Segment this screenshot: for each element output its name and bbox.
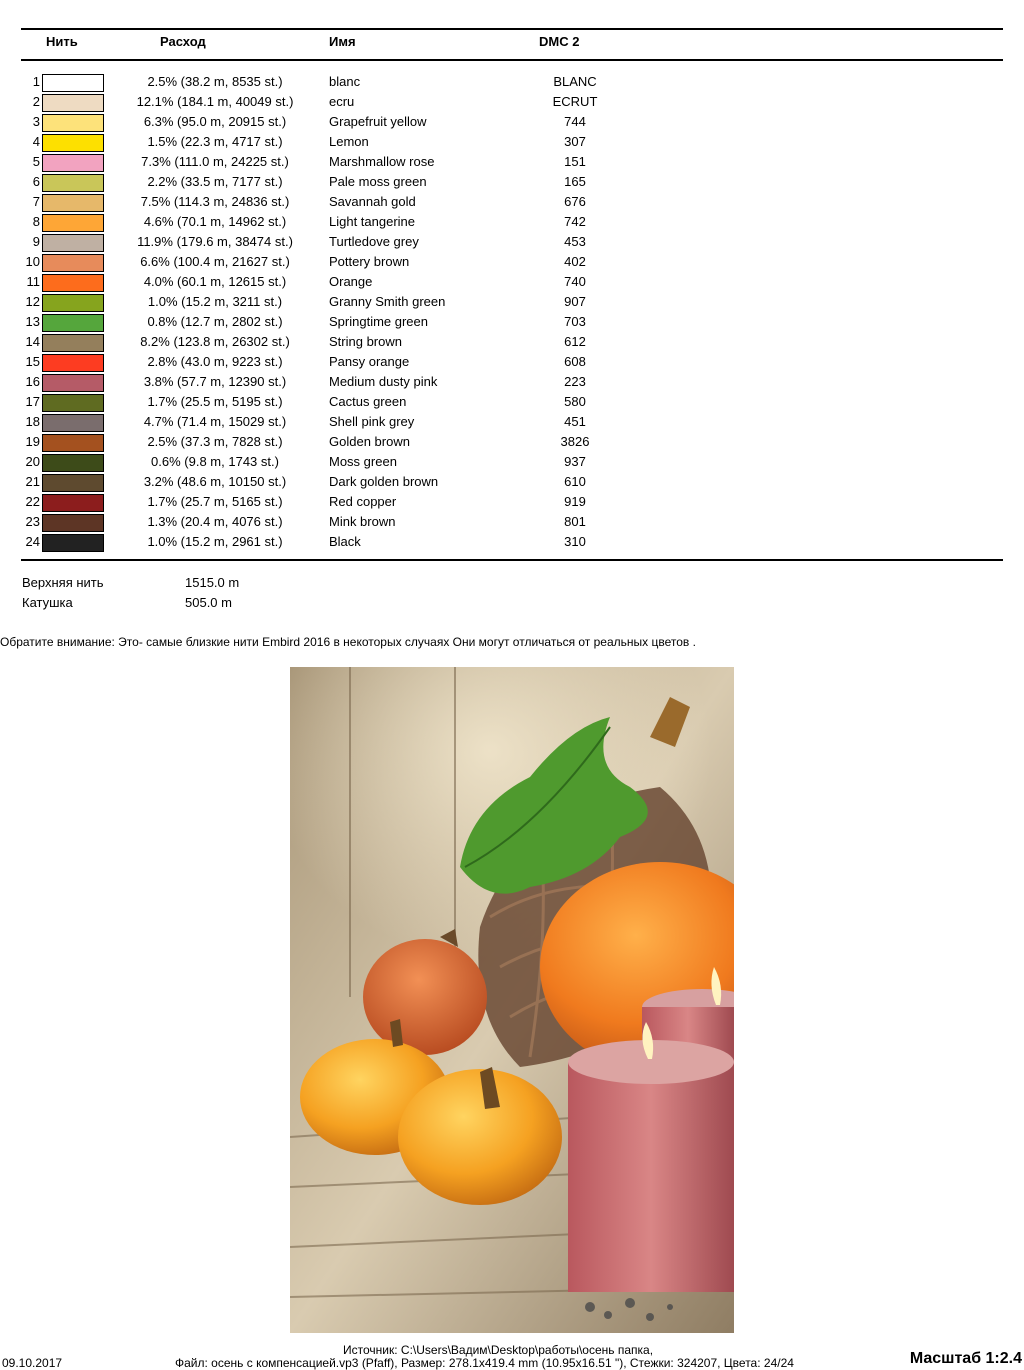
color-swatch [42, 414, 104, 432]
column-header-usage: Расход [160, 34, 206, 49]
dmc-code: 612 [564, 334, 586, 349]
table-row [0, 152, 1024, 172]
table-row [0, 432, 1024, 452]
column-header-thread: Нить [46, 34, 78, 49]
color-swatch [42, 214, 104, 232]
color-swatch [42, 274, 104, 292]
color-swatch [42, 474, 104, 492]
thread-name: Turtledove grey [329, 234, 419, 249]
table-row [0, 452, 1024, 472]
color-swatch [42, 494, 104, 512]
embroidery-preview-image [290, 667, 734, 1333]
thread-name: ecru [329, 94, 355, 109]
dmc-code: 742 [564, 214, 586, 229]
dmc-code: 703 [564, 314, 586, 329]
table-row [0, 212, 1024, 232]
thread-number: 12 [25, 294, 40, 309]
color-swatch [42, 514, 104, 532]
thread-usage: 4.0% (60.1 m, 12615 st.) [143, 274, 287, 289]
table-row [0, 412, 1024, 432]
footer-source: Источник: C:\Users\Вадим\Desktop\работы\осень папка, [343, 1343, 654, 1357]
color-swatch [42, 334, 104, 352]
color-swatch [42, 394, 104, 412]
color-swatch [42, 154, 104, 172]
thread-name: Pansy orange [329, 354, 410, 369]
thread-name: Medium dusty pink [329, 374, 438, 389]
thread-usage: 4.6% (70.1 m, 14962 st.) [143, 214, 287, 229]
color-disclaimer-note: Обратите внимание: Это- самые близкие нити Embird 2016 в некоторых случаях Они могут отличаться от реальных цветов . [0, 635, 696, 649]
top-thread-value: 1515.0 m [185, 575, 240, 590]
thread-number: 7 [32, 194, 40, 209]
thread-name: Grapefruit yellow [329, 114, 427, 129]
thread-name: blanc [329, 74, 361, 89]
color-swatch [42, 134, 104, 152]
thread-number: 2 [32, 94, 40, 109]
thread-usage: 7.5% (114.3 m, 24836 st.) [140, 194, 290, 209]
thread-number: 6 [32, 174, 40, 189]
dmc-code: 740 [564, 274, 586, 289]
dmc-code: 402 [564, 254, 586, 269]
table-row [0, 72, 1024, 92]
preview-red-pumpkin [363, 939, 487, 1055]
dmc-code: 3826 [560, 434, 590, 449]
preview-candle-front [568, 1062, 734, 1292]
dmc-code: 310 [564, 534, 586, 549]
dmc-code: BLANC [553, 74, 597, 89]
table-row [0, 272, 1024, 292]
bobbin-value: 505.0 m [185, 595, 232, 610]
table-row [0, 192, 1024, 212]
thread-usage: 7.3% (111.0 m, 24225 st.) [141, 154, 289, 169]
thread-usage: 11.9% (179.6 m, 38474 st.) [137, 234, 293, 249]
dmc-code: 937 [564, 454, 586, 469]
table-row [0, 492, 1024, 512]
table-row [0, 232, 1024, 252]
table-row [0, 112, 1024, 132]
thread-usage: 6.6% (100.4 m, 21627 st.) [140, 254, 290, 269]
column-header-name: Имя [329, 34, 356, 49]
color-swatch [42, 354, 104, 372]
thread-name: Springtime green [329, 314, 428, 329]
thread-usage: 12.1% (184.1 m, 40049 st.) [136, 94, 294, 109]
thread-usage: 3.2% (48.6 m, 10150 st.) [143, 474, 287, 489]
thread-number: 11 [26, 274, 40, 289]
thread-number: 20 [25, 454, 40, 469]
dmc-code: 453 [564, 234, 586, 249]
thread-name: Dark golden brown [329, 474, 439, 489]
table-row [0, 392, 1024, 412]
table-row [0, 332, 1024, 352]
thread-name: Mink brown [329, 514, 396, 529]
dmc-code: 608 [564, 354, 586, 369]
thread-number: 19 [25, 434, 40, 449]
top-thread-label: Верхняя нить [22, 575, 104, 590]
color-swatch [42, 174, 104, 192]
table-row [0, 472, 1024, 492]
color-swatch [42, 234, 104, 252]
thread-name: Orange [329, 274, 373, 289]
thread-usage: 2.5% (38.2 m, 8535 st.) [147, 74, 283, 89]
thread-name: Black [329, 534, 361, 549]
color-swatch [42, 434, 104, 452]
thread-name: Savannah gold [329, 194, 416, 209]
dmc-code: 744 [564, 114, 586, 129]
thread-usage: 1.0% (15.2 m, 2961 st.) [147, 534, 283, 549]
bobbin-label: Катушка [22, 595, 73, 610]
dmc-code: 801 [564, 514, 586, 529]
thread-number: 5 [32, 154, 40, 169]
color-swatch [42, 114, 104, 132]
color-swatch [42, 194, 104, 212]
dmc-code: 919 [564, 494, 586, 509]
thread-name: Pottery brown [329, 254, 410, 269]
footer-scale: Масштаб 1:2.4 [909, 1350, 1022, 1367]
dmc-code: 451 [564, 414, 586, 429]
thread-number: 22 [25, 494, 40, 509]
thread-name: Golden brown [329, 434, 410, 449]
thread-usage: 3.8% (57.7 m, 12390 st.) [143, 374, 287, 389]
thread-number: 15 [25, 354, 40, 369]
thread-usage: 2.8% (43.0 m, 9223 st.) [147, 354, 283, 369]
thread-usage: 2.5% (37.3 m, 7828 st.) [147, 434, 283, 449]
thread-name: String brown [329, 334, 402, 349]
thread-number: 3 [32, 114, 40, 129]
header-bottom-rule [21, 59, 1003, 61]
dmc-code: 165 [564, 174, 586, 189]
thread-number: 18 [25, 414, 40, 429]
thread-usage: 1.0% (15.2 m, 3211 st.) [147, 294, 283, 309]
thread-name: Moss green [329, 454, 397, 469]
table-row [0, 372, 1024, 392]
color-swatch [42, 294, 104, 312]
color-swatch [42, 94, 104, 112]
color-swatch [42, 534, 104, 552]
color-swatch [42, 254, 104, 272]
table-row [0, 292, 1024, 312]
table-row [0, 172, 1024, 192]
thread-number: 13 [25, 314, 40, 329]
header-top-rule [21, 28, 1003, 30]
thread-usage: 2.2% (33.5 m, 7177 st.) [147, 174, 283, 189]
dmc-code: 610 [564, 474, 586, 489]
thread-usage: 4.7% (71.4 m, 15029 st.) [143, 414, 287, 429]
footer-file-info: Файл: осень с компенсацией.vp3 (Pfaff), Размер: 278.1x419.4 mm (10.95x16.51 "), Стежки: 324207, Цвета: 24/24 [175, 1356, 794, 1370]
thread-usage: 0.8% (12.7 m, 2802 st.) [147, 314, 283, 329]
thread-number: 8 [32, 214, 40, 229]
thread-usage: 8.2% (123.8 m, 26302 st.) [140, 334, 290, 349]
thread-name: Light tangerine [329, 214, 416, 229]
table-row [0, 512, 1024, 532]
thread-number: 4 [32, 134, 40, 149]
thread-usage: 6.3% (95.0 m, 20915 st.) [143, 114, 287, 129]
thread-name: Marshmallow rose [329, 154, 435, 169]
table-row [0, 312, 1024, 332]
dmc-code: 307 [564, 134, 586, 149]
thread-name: Red copper [329, 494, 397, 509]
dmc-code: 907 [564, 294, 586, 309]
thread-number: 14 [25, 334, 40, 349]
color-swatch [42, 454, 104, 472]
thread-number: 24 [25, 534, 40, 549]
thread-usage: 1.7% (25.5 m, 5195 st.) [147, 394, 283, 409]
thread-name: Pale moss green [329, 174, 427, 189]
thread-name: Shell pink grey [329, 414, 415, 429]
column-header-dmc: DMC 2 [539, 34, 580, 49]
thread-name: Granny Smith green [329, 294, 446, 309]
thread-usage: 1.3% (20.4 m, 4076 st.) [147, 514, 283, 529]
thread-number: 1 [32, 74, 40, 89]
thread-number: 16 [25, 374, 40, 389]
thread-number: 10 [25, 254, 40, 269]
table-row [0, 132, 1024, 152]
dmc-code: 223 [564, 374, 586, 389]
dmc-code: 676 [564, 194, 586, 209]
thread-name: Lemon [329, 134, 369, 149]
thread-number: 21 [25, 474, 40, 489]
table-row [0, 352, 1024, 372]
table-row [0, 92, 1024, 112]
dmc-code: 580 [564, 394, 586, 409]
color-swatch [42, 74, 104, 92]
thread-usage: 0.6% (9.8 m, 1743 st.) [151, 454, 279, 469]
table-row [0, 252, 1024, 272]
thread-usage: 1.7% (25.7 m, 5165 st.) [147, 494, 283, 509]
table-bottom-rule [21, 559, 1003, 561]
footer-date: 09.10.2017 [2, 1356, 63, 1370]
dmc-code: 151 [564, 154, 586, 169]
thread-number: 23 [25, 514, 40, 529]
color-swatch [42, 314, 104, 332]
dmc-code: ECRUT [552, 94, 598, 109]
thread-number: 9 [32, 234, 40, 249]
preview-pumpkin-right [398, 1069, 562, 1205]
thread-name: Cactus green [329, 394, 407, 409]
table-row [0, 532, 1024, 552]
thread-number: 17 [25, 394, 40, 409]
thread-usage: 1.5% (22.3 m, 4717 st.) [147, 134, 283, 149]
color-swatch [42, 374, 104, 392]
